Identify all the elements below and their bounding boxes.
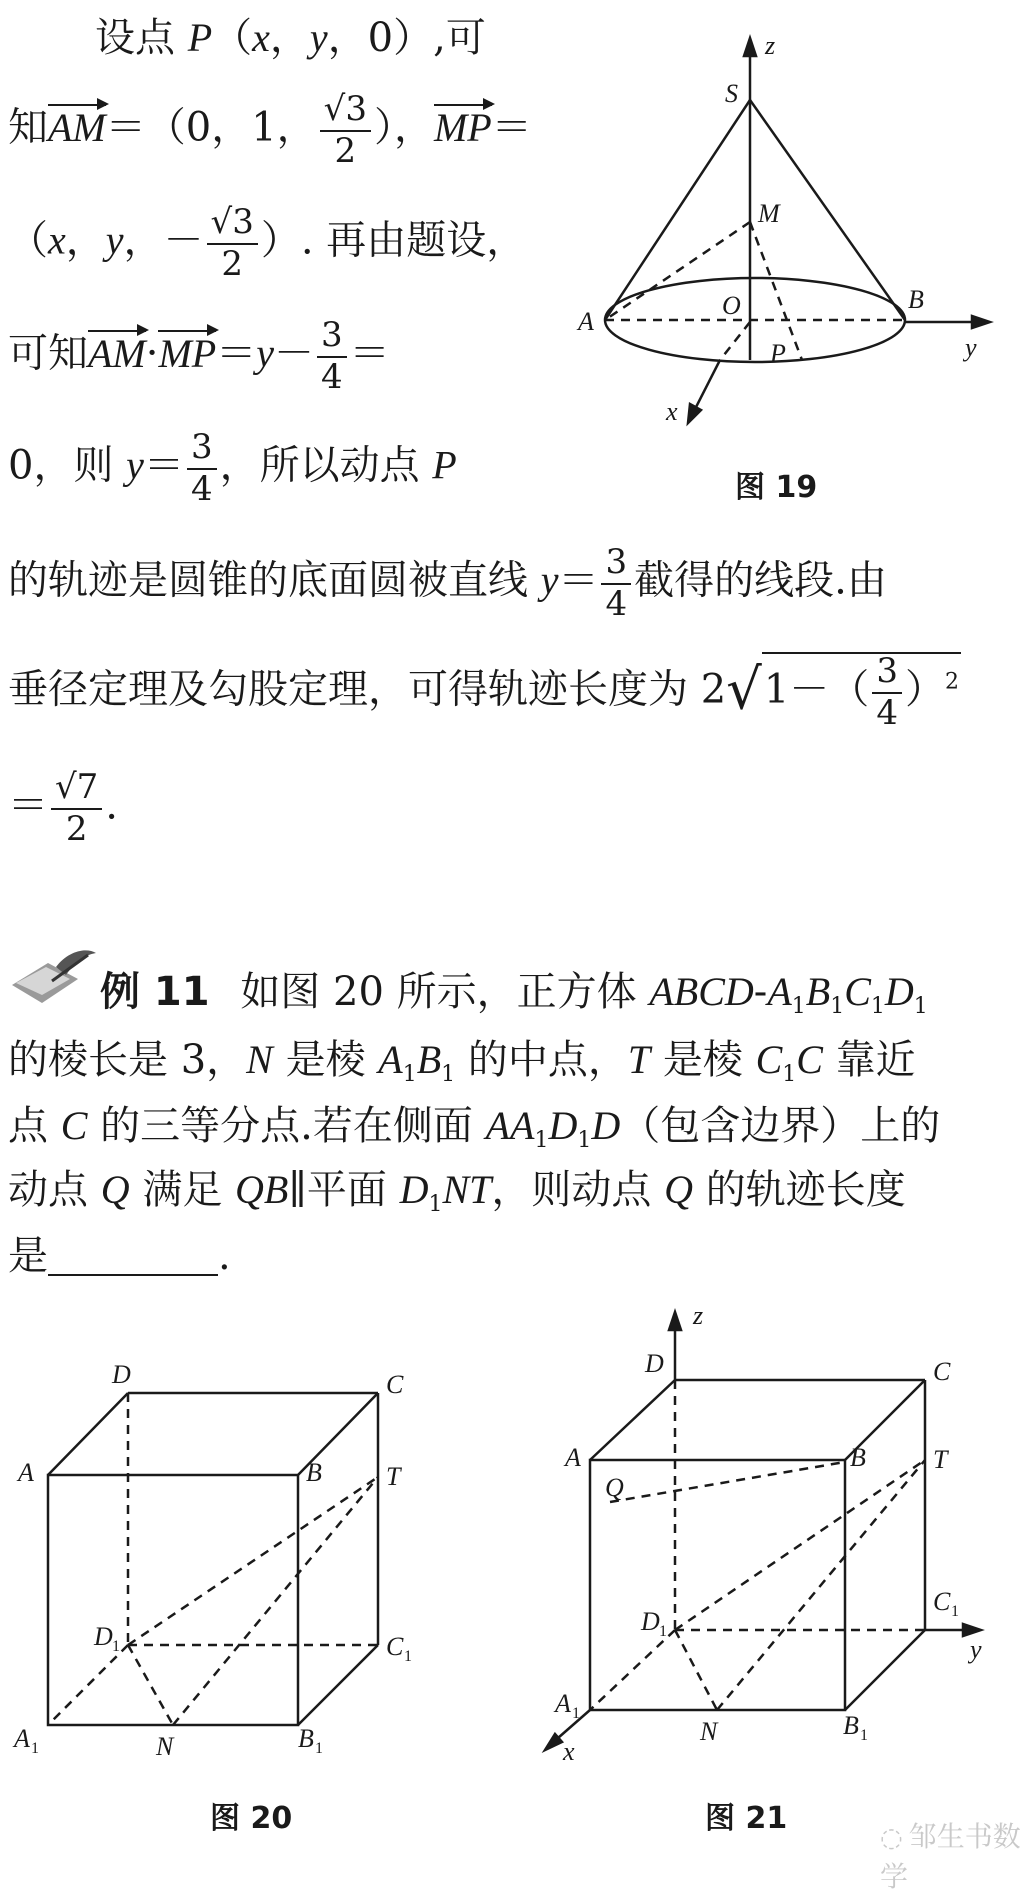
label-d: D [645,1349,664,1378]
label-n: N [156,1732,174,1761]
label-b1: B [843,1711,859,1740]
vector-am: AM [88,330,146,376]
vector-mp: MP [433,104,492,150]
label-b: B [850,1443,866,1472]
label-d: D [112,1360,131,1389]
caption-fig19: 图 19 [735,470,818,505]
label-z: z [765,31,776,60]
example-icon [8,945,100,1007]
label-a1-sub: 1 [31,1740,39,1757]
watermark: ◌ 邹生书数学 [880,1820,1021,1893]
caption-fig21: 图 21 [705,1801,788,1836]
fraction: $\frac{√3}{2}$ [320,92,371,169]
label-x: x [563,1737,575,1766]
label-s: S [725,79,738,108]
text-line-3: （x，y，－ $\frac{√3}{2}$ ）. 再由题设， [8,202,527,284]
fraction: $\frac{3}{4}$ [317,318,347,395]
label-t: T [933,1445,948,1474]
label-a: A [578,307,594,336]
fraction: $\frac{3}{4}$ [601,545,631,622]
vector-mp: MP [158,330,217,376]
label-y: y [970,1635,982,1664]
label-b1-sub: 1 [315,1740,323,1757]
fraction: $\frac{√7}{2}$ [51,770,102,847]
example-label: 例 11 [100,969,210,1015]
example-line-1: 例 11 如图 20 所示，正方体 ABCD-$A_1B_1C_1D_1$ [100,969,928,1019]
figure-21-cube [545,1300,1015,1766]
label-o: O [722,291,741,320]
label-y: y [965,333,977,362]
fraction: $\frac{3}{4}$ [187,430,217,507]
label-c1: C [386,1632,404,1661]
label-c: C [386,1370,404,1399]
figure-19-cone [570,30,1010,430]
label-d1: D [94,1622,113,1651]
label-m: M [758,199,780,228]
label-c1-sub: 1 [404,1648,412,1665]
label-b: B [306,1458,322,1487]
figure-20-cube [8,1355,438,1761]
label-a1-sub: 1 [572,1705,580,1722]
label-c1: C [933,1587,951,1616]
example-line-3: 点 C 的三等分点.若在侧面 $AA_1D_1D$（包含边界）上的 [8,1103,941,1153]
vector-am: AM [48,104,106,150]
label-c1-sub: 1 [951,1603,959,1620]
example-line-2: 的棱长是 3，N 是棱 $A_1B_1$ 的中点，T 是棱 $C_1C$ 靠近 [8,1037,916,1087]
label-b: B [908,285,924,314]
text-line-6: 的轨迹是圆锥的底面圆被直线 y＝ $\frac{3}{4}$ 截得的线段.由 [8,542,887,624]
label-t: T [386,1462,401,1491]
label-a1: A [555,1689,571,1718]
caption-fig20: 图 20 [210,1801,293,1836]
text-line-5: 0，则 y＝ $\frac{3}{4}$ ，所以动点 P [8,427,457,509]
label-d1-sub: 1 [659,1623,667,1640]
text-line-4: 可知AM·MP＝y－ $\frac{3}{4}$ ＝ [8,315,390,397]
fraction: $\frac{√3}{2}$ [207,205,258,282]
label-a: A [18,1458,34,1487]
example-line-5: 是 . [8,1233,231,1279]
text-line-1: 设点 P（x，y，0）,可 [95,15,486,61]
label-q: Q [605,1473,624,1502]
label-b1-sub: 1 [860,1727,868,1744]
fraction: $\frac{3}{4}$ [872,654,902,731]
label-a1: A [14,1724,30,1753]
wechat-icon: ◌ [880,1823,903,1853]
label-d1: D [641,1607,660,1636]
answer-blank [48,1240,218,1276]
text-line-8: ＝ $\frac{√7}{2}$ . [8,767,119,849]
label-n: N [700,1717,718,1746]
text-line-7: 垂径定理及勾股定理，可得轨迹长度为 2√1－（ $\frac{3}{4}$ ）$^2$ [8,651,959,733]
text-line-2: 知AM＝（0，1， $\frac{√3}{2}$ ），MP＝ [8,89,532,171]
label-c: C [933,1357,951,1386]
label-d1-sub: 1 [112,1638,120,1655]
label-b1: B [298,1724,314,1753]
example-line-4: 动点 Q 满足 QB∥平面 $D_1NT$，则动点 Q 的轨迹长度 [8,1167,906,1217]
label-z: z [693,1301,704,1330]
label-p: P [770,339,786,368]
label-a: A [565,1443,581,1472]
label-x: x [666,397,678,426]
